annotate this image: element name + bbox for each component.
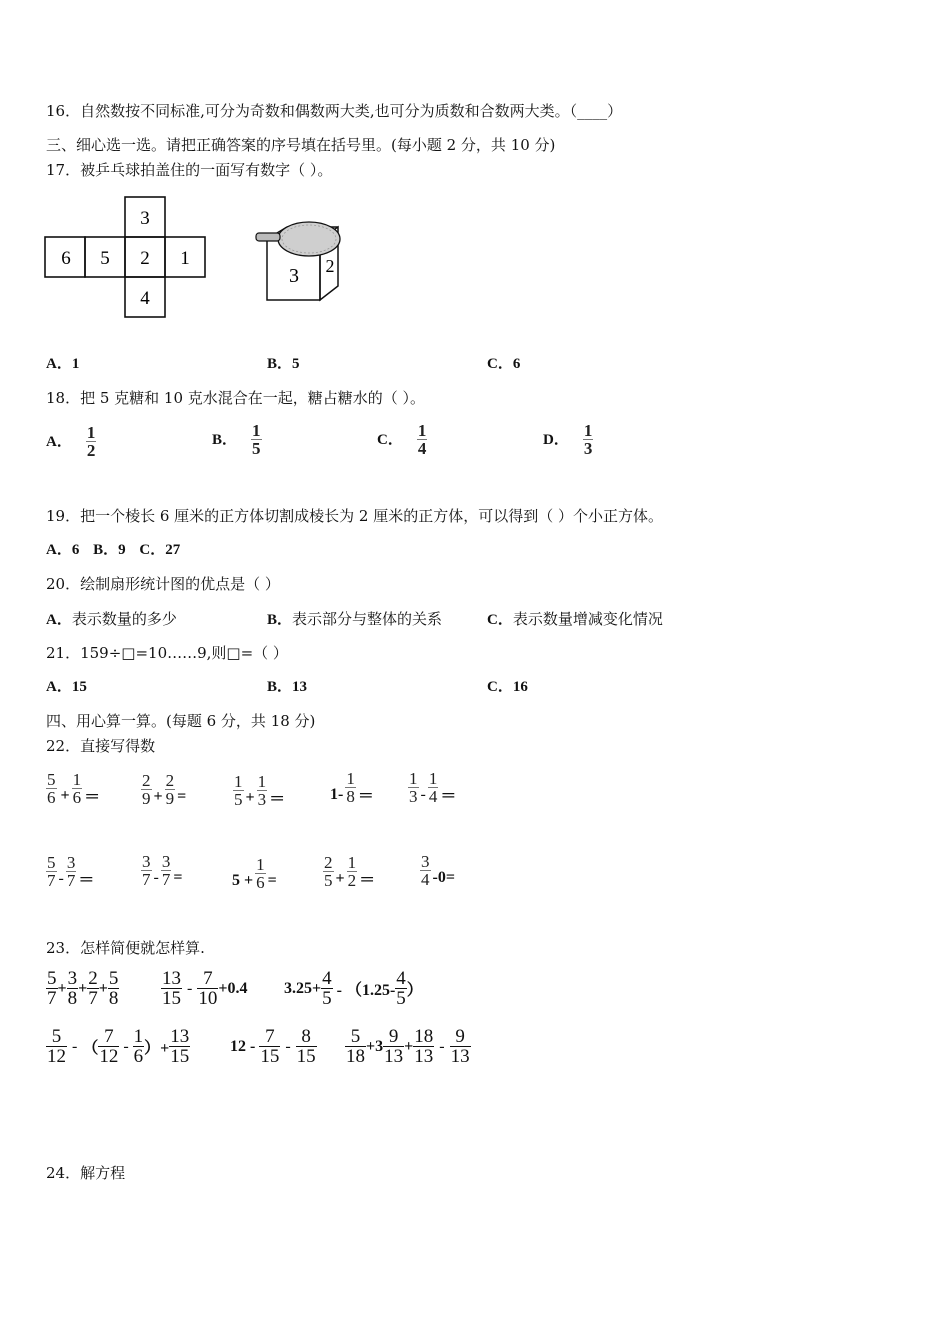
q23-item-5: 12 - 7 15 - 8 15 bbox=[230, 1026, 316, 1067]
q23-item-4: 5 12 - （ 7 12 - 1 6 ）+ $\frac{13}{15}$ bbox=[47, 1026, 190, 1067]
q22-item-10: 3 4 -0= bbox=[421, 852, 455, 889]
paddle-handle-icon bbox=[256, 233, 280, 241]
question-16: 16．自然数按不同标准,可分为奇数和偶数两大类,也可分为质数和合数两大类。（____） bbox=[46, 102, 623, 120]
net-label-left1: 5 bbox=[100, 248, 110, 269]
q21-option-c[interactable]: C．16 bbox=[487, 679, 528, 695]
question-18: 18．把 5 克糖和 10 克水混合在一起，糖占糖水的（ ）。 bbox=[46, 389, 426, 407]
net-label-bottom: 4 bbox=[140, 288, 150, 309]
question-19: 19．把一个棱长 6 厘米的正方体切割成棱长为 2 厘米的正方体，可以得到（ ）个小正方体。 bbox=[46, 507, 664, 525]
q18-option-b[interactable]: B． 1 5 bbox=[212, 421, 261, 458]
question-24: 24．解方程 bbox=[46, 1164, 126, 1182]
cube-net-figure bbox=[44, 196, 214, 320]
q20-option-a[interactable]: A．表示数量的多少 bbox=[46, 610, 177, 628]
section-4-title: 四、用心算一算。(每题 6 分，共 18 分) bbox=[46, 712, 316, 730]
question-22: 22．直接写得数 bbox=[46, 737, 156, 755]
paddle-icon bbox=[278, 222, 340, 256]
q21-option-b[interactable]: B．13 bbox=[267, 679, 308, 695]
q22-item-5: 1 3 - 1 4 ＝ bbox=[409, 769, 457, 806]
net-label-top: 3 bbox=[140, 208, 150, 229]
q18-option-d[interactable]: D． 1 3 bbox=[543, 421, 593, 458]
cube-label-side: 2 bbox=[325, 256, 335, 276]
q18-option-c[interactable]: C． 1 4 bbox=[377, 421, 427, 458]
q23-item-2: 13 15 - 7 10 +0.4 bbox=[162, 968, 248, 1009]
q19-option-a[interactable]: A．6 bbox=[46, 542, 80, 558]
q19-option-c[interactable]: C．27 bbox=[139, 542, 181, 558]
q23-item-6: 5 18 +3 9 13 + $\frac{18}{13}$ - 9 13 bbox=[346, 1026, 470, 1067]
q17-option-c[interactable]: C．6 bbox=[487, 356, 521, 372]
q22-item-3: 1 5 + $\frac{1}{3}$ ＝ bbox=[234, 772, 286, 809]
q21-option-a[interactable]: A．15 bbox=[46, 679, 87, 695]
q19-option-b[interactable]: B．9 bbox=[93, 542, 126, 558]
q22-item-1: 5 6 + $\frac{1}{6}$ ＝ bbox=[47, 770, 101, 807]
cube-label-front: 3 bbox=[289, 265, 299, 287]
q19-options bbox=[46, 540, 180, 560]
q22-item-4: 1- 1 8 ＝ bbox=[330, 769, 374, 806]
q22-item-8: 5 + $\frac{1}{6}$ = bbox=[232, 855, 277, 892]
q22-item-9: 2 5 + $\frac{1}{2}$ ＝ bbox=[324, 853, 376, 890]
net-label-left2: 6 bbox=[61, 248, 71, 269]
cube-with-paddle-figure bbox=[252, 216, 348, 304]
q22-item-6: 5 7 - 3 7 ＝ bbox=[47, 853, 95, 890]
q22-item-7: 3 7 - $\frac{3}{7}$ = bbox=[142, 852, 183, 889]
net-label-right: 1 bbox=[180, 248, 190, 269]
section-3-title: 三、细心选一选。请把正确答案的序号填在括号里。(每小题 2 分，共 10 分) bbox=[46, 136, 556, 154]
q17-option-b[interactable]: B．5 bbox=[267, 356, 300, 372]
q18-option-a[interactable]: A． 1 2 bbox=[46, 423, 96, 460]
question-17: 17．被乒乓球拍盖住的一面写有数字（ ）。 bbox=[46, 161, 333, 179]
q22-item-2: 2 9 + $\frac{2}{9}$ = bbox=[142, 771, 187, 808]
q23-item-3: 3.25+ $\frac{4}{5}$ - （1.25- 4 5 ） bbox=[284, 968, 423, 1009]
q23-item-1: 5 7 + $\frac{3}{8}$ + $\frac{2}{7}$ + $\frac{5}{8}$ bbox=[47, 968, 119, 1009]
question-21: 21．159÷□=10……9,则□=（ ） bbox=[46, 644, 288, 662]
q17-option-a[interactable]: A．1 bbox=[46, 356, 80, 372]
net-label-center: 2 bbox=[140, 248, 150, 269]
question-20: 20．绘制扇形统计图的优点是（ ） bbox=[46, 575, 280, 593]
q20-option-c[interactable]: C．表示数量增减变化情况 bbox=[487, 610, 663, 628]
q20-option-b[interactable]: B．表示部分与整体的关系 bbox=[267, 610, 443, 628]
question-23: 23．怎样简便就怎样算. bbox=[46, 939, 205, 957]
